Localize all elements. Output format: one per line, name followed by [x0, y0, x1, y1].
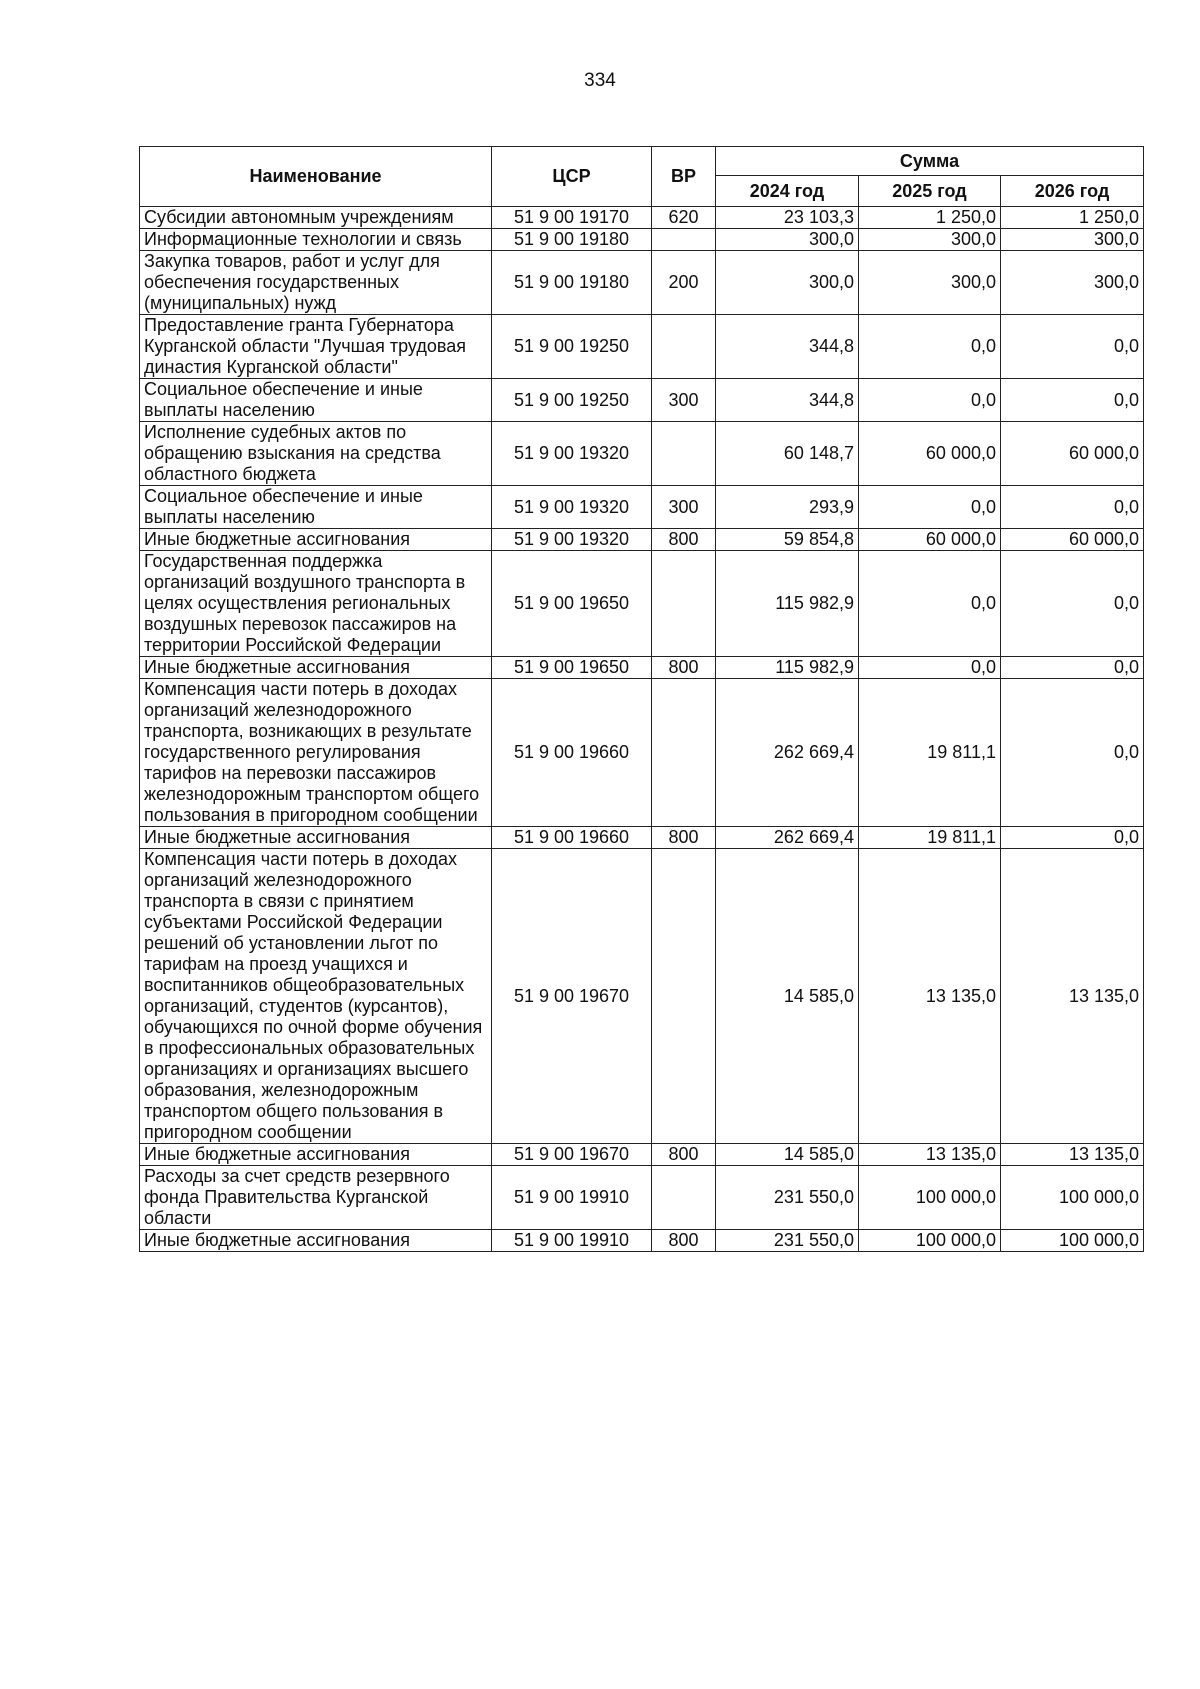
header-vr: ВР: [652, 147, 716, 207]
cell-csr: 51 9 00 19910: [492, 1166, 652, 1230]
cell-2025: 300,0: [859, 229, 1001, 251]
cell-2025: 60 000,0: [859, 529, 1001, 551]
table-row: [140, 657, 1144, 679]
cell-2024: 231 550,0: [716, 1230, 859, 1252]
cell-vr: 800: [652, 529, 716, 551]
table-row: [140, 849, 1144, 1144]
cell-name: Социальное обеспечение и иные выплаты населению: [140, 379, 492, 422]
table-row: [140, 422, 1144, 486]
cell-vr: [652, 315, 716, 379]
cell-2024: 300,0: [716, 251, 859, 315]
cell-csr: 51 9 00 19320: [492, 422, 652, 486]
cell-2026: 100 000,0: [1001, 1230, 1144, 1252]
cell-2026: 13 135,0: [1001, 849, 1144, 1144]
header-sum: Сумма: [716, 147, 1144, 176]
table-header: [140, 147, 1144, 207]
cell-2024: 14 585,0: [716, 1144, 859, 1166]
cell-2026: 60 000,0: [1001, 422, 1144, 486]
cell-vr: 300: [652, 486, 716, 529]
cell-vr: 200: [652, 251, 716, 315]
cell-2025: 0,0: [859, 379, 1001, 422]
cell-2025: 60 000,0: [859, 422, 1001, 486]
cell-vr: [652, 422, 716, 486]
cell-name: Иные бюджетные ассигнования: [140, 827, 492, 849]
cell-name: Расходы за счет средств резервного фонда Правительства Курганской области: [140, 1166, 492, 1230]
cell-2024: 231 550,0: [716, 1166, 859, 1230]
cell-csr: 51 9 00 19650: [492, 657, 652, 679]
cell-2025: 19 811,1: [859, 827, 1001, 849]
cell-csr: 51 9 00 19660: [492, 679, 652, 827]
cell-2026: 0,0: [1001, 657, 1144, 679]
cell-2026: 0,0: [1001, 379, 1144, 422]
cell-csr: 51 9 00 19670: [492, 1144, 652, 1166]
budget-table: [139, 146, 1144, 1252]
table-row: [140, 551, 1144, 657]
cell-2026: 0,0: [1001, 315, 1144, 379]
cell-name: Исполнение судебных актов по обращению взыскания на средства областного бюджета: [140, 422, 492, 486]
cell-name: Субсидии автономным учреждениям: [140, 207, 492, 229]
cell-csr: 51 9 00 19250: [492, 315, 652, 379]
cell-name: Иные бюджетные ассигнования: [140, 529, 492, 551]
cell-csr: 51 9 00 19170: [492, 207, 652, 229]
cell-vr: 620: [652, 207, 716, 229]
cell-2025: 0,0: [859, 486, 1001, 529]
table-row: [140, 679, 1144, 827]
table-row: [140, 379, 1144, 422]
table-body: [140, 207, 1144, 1252]
cell-2026: 1 250,0: [1001, 207, 1144, 229]
cell-2025: 13 135,0: [859, 849, 1001, 1144]
table-row: [140, 315, 1144, 379]
cell-2025: 0,0: [859, 657, 1001, 679]
cell-2026: 13 135,0: [1001, 1144, 1144, 1166]
cell-2024: 300,0: [716, 229, 859, 251]
cell-2026: 0,0: [1001, 551, 1144, 657]
cell-csr: 51 9 00 19910: [492, 1230, 652, 1252]
cell-name: Иные бюджетные ассигнования: [140, 1230, 492, 1252]
table-row: [140, 251, 1144, 315]
header-year-2026: 2026 год: [1001, 176, 1144, 207]
cell-2024: 344,8: [716, 315, 859, 379]
page-number: 334: [584, 70, 616, 91]
cell-vr: [652, 849, 716, 1144]
cell-vr: [652, 679, 716, 827]
cell-2025: 13 135,0: [859, 1144, 1001, 1166]
cell-csr: 51 9 00 19650: [492, 551, 652, 657]
cell-2026: 0,0: [1001, 679, 1144, 827]
header-name: Наименование: [140, 147, 492, 207]
cell-2024: 344,8: [716, 379, 859, 422]
cell-vr: 800: [652, 1144, 716, 1166]
cell-vr: [652, 229, 716, 251]
cell-csr: 51 9 00 19660: [492, 827, 652, 849]
cell-name: Иные бюджетные ассигнования: [140, 657, 492, 679]
cell-2026: 300,0: [1001, 229, 1144, 251]
cell-name: Иные бюджетные ассигнования: [140, 1144, 492, 1166]
cell-2026: 0,0: [1001, 486, 1144, 529]
table-row: [140, 486, 1144, 529]
cell-2025: 100 000,0: [859, 1230, 1001, 1252]
cell-csr: 51 9 00 19320: [492, 529, 652, 551]
cell-csr: 51 9 00 19180: [492, 251, 652, 315]
cell-name: Социальное обеспечение и иные выплаты населению: [140, 486, 492, 529]
cell-name: Информационные технологии и связь: [140, 229, 492, 251]
cell-csr: 51 9 00 19670: [492, 849, 652, 1144]
cell-2024: 115 982,9: [716, 657, 859, 679]
cell-vr: 800: [652, 657, 716, 679]
cell-name: Предоставление гранта Губернатора Курганской области "Лучшая трудовая династия Курганской области": [140, 315, 492, 379]
header-year-2025: 2025 год: [859, 176, 1001, 207]
cell-2025: 19 811,1: [859, 679, 1001, 827]
cell-2024: 60 148,7: [716, 422, 859, 486]
table-row: [140, 1230, 1144, 1252]
cell-vr: 800: [652, 1230, 716, 1252]
table-row: [140, 529, 1144, 551]
cell-name: Государственная поддержка организаций воздушного транспорта в целях осуществления региональных воздушных перевозок пассажиров на территории Российской Федерации: [140, 551, 492, 657]
cell-2026: 300,0: [1001, 251, 1144, 315]
cell-2025: 1 250,0: [859, 207, 1001, 229]
cell-2024: 14 585,0: [716, 849, 859, 1144]
table-row: [140, 207, 1144, 229]
cell-2024: 59 854,8: [716, 529, 859, 551]
cell-2024: 262 669,4: [716, 827, 859, 849]
cell-name: Компенсация части потерь в доходах организаций железнодорожного транспорта, возникающих в результате государственного регулирования тарифов на перевозки пассажиров железнодорожным транспортом общего пользования в пригородном сообщении: [140, 679, 492, 827]
table-row: [140, 827, 1144, 849]
cell-name: Компенсация части потерь в доходах организаций железнодорожного транспорта в связи с принятием субъектами Российской Федерации решений об установлении льгот по тарифам на проезд учащихся и воспитанников общеобразовательных организаций, студентов (курсантов), обучающихся по очной форме обучения в профессиональных образовательных организациях и организациях высшего образования, железнодорожным транспортом общего пользования в пригородном сообщении: [140, 849, 492, 1144]
cell-csr: 51 9 00 19320: [492, 486, 652, 529]
cell-2025: 0,0: [859, 551, 1001, 657]
cell-csr: 51 9 00 19250: [492, 379, 652, 422]
cell-2025: 100 000,0: [859, 1166, 1001, 1230]
table-row: [140, 1144, 1144, 1166]
header-year-2024: 2024 год: [716, 176, 859, 207]
cell-2024: 262 669,4: [716, 679, 859, 827]
cell-2025: 300,0: [859, 251, 1001, 315]
cell-vr: 800: [652, 827, 716, 849]
table-row: [140, 1166, 1144, 1230]
cell-2026: 0,0: [1001, 827, 1144, 849]
cell-2024: 115 982,9: [716, 551, 859, 657]
cell-vr: 300: [652, 379, 716, 422]
cell-2024: 23 103,3: [716, 207, 859, 229]
cell-name: Закупка товаров, работ и услуг для обеспечения государственных (муниципальных) нужд: [140, 251, 492, 315]
cell-2025: 0,0: [859, 315, 1001, 379]
header-csr: ЦСР: [492, 147, 652, 207]
cell-vr: [652, 1166, 716, 1230]
table-row: [140, 229, 1144, 251]
cell-csr: 51 9 00 19180: [492, 229, 652, 251]
cell-2026: 60 000,0: [1001, 529, 1144, 551]
cell-vr: [652, 551, 716, 657]
cell-2024: 293,9: [716, 486, 859, 529]
cell-2026: 100 000,0: [1001, 1166, 1144, 1230]
